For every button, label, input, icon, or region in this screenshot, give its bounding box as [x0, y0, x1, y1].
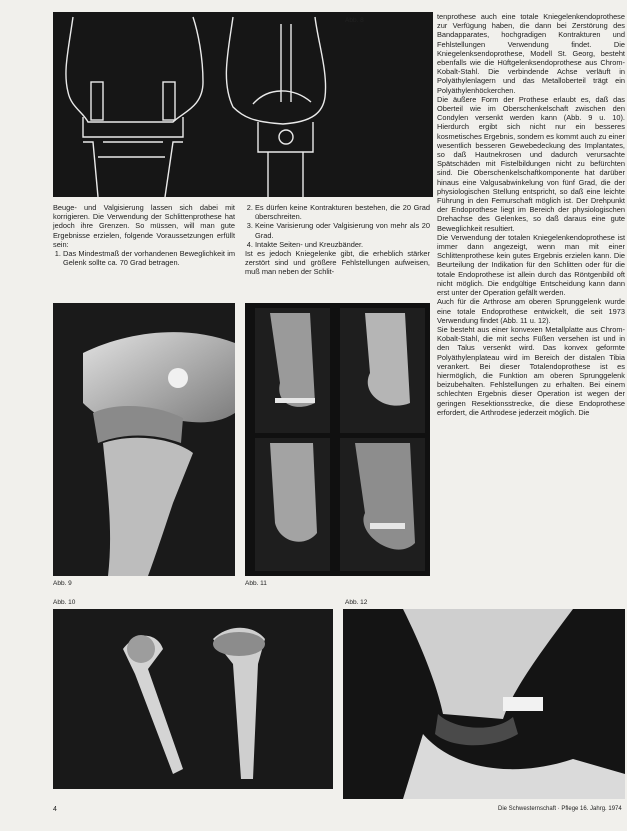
right-paragraph-1: tenprothese auch eine totale Kniegelenkendoprothese zur Verfügung haben, die dann bei Zerstörung des Bandapparates, hochgradigen Kontrakturen und Fehlstellungen Verwendung findet. Die Kniegelenksendoprothese, Modell St. Georg, besteht ebenfalls wie die Hüftgelenksendoprothese aus Chrom-Kobalt-Stahl. Die verbindende Achse verläuft in Polyäthylenlagern und das Metalloberteil trägt ein Polyäthylenhöckerchen.	[437, 12, 625, 95]
right-paragraph-5: Sie besteht aus einer konvexen Metallplatte aus Chrom-Kobalt-Stahl, die mit sechs Füßen versehen ist und in den Talus versenkt wird. Das konvex geformte Polyäthylenplateau wird im Bereich der distalen Tibia verankert. Bei dieser Totalendoprothese ist es hiermöglich, die Funktion am oberen Sprunggelenk beizubehalten. Fehlstellungen zu erhalten. Bei einem schlechten Ergebnis dieser Operation ist wegen der geringen Resektionsstrecke, die diese Endoprothese erfordert, die Arthrodese jederzeit möglich. Die	[437, 324, 625, 417]
right-paragraph-3: Die Verwendung der totalen Kniegelenkendoprothese ist immer dann angezeigt, wenn man mit einer Schlittenprothese kein gutes Ergebnis erzielen kann. Die Beurteilung der Indikation für den Schlitten oder für die totale Endoprothese ist allein durch das Röntgenbild oft nicht möglich. Die endgültige Entscheidung kann dann erst unter der Operation gefällt werden.	[437, 232, 625, 298]
figure-11-xray	[245, 303, 430, 576]
right-text-column	[437, 12, 625, 417]
left-item-1: 1. Das Mindestmaß der vorhandenen Beweglichkeit im Gelenk sollte ca. 70 Grad betragen.	[63, 249, 235, 267]
middle-item-4: 4. Intakte Seiten- und Kreuzbänder.	[255, 240, 430, 249]
middle-paragraph: Ist es jedoch Kniegelenke gibt, die erheblich stärker zerstört sind und größere Fehlstellungen aufweisen, muß man neben der Schlit-	[245, 249, 430, 277]
figure-10-photo	[53, 609, 333, 789]
page-number: 4	[53, 806, 57, 813]
middle-item-3: 3. Keine Varisierung oder Valgisierung von mehr als 20 Grad.	[255, 221, 430, 239]
caption-fig11: Abb. 11	[245, 580, 267, 587]
caption-fig10: Abb. 10	[53, 599, 76, 606]
middle-text-block	[245, 203, 430, 277]
figure-12-photo	[343, 609, 625, 799]
figure-8-drawing	[53, 12, 433, 197]
right-paragraph-2: Die äußere Form der Prothese erlaubt es, daß das Oberteil wie im Oberschenkelschaft zwischen den Condylen versenkt werden kann (Abb. 9 u. 10). Hierdurch ergibt sich nicht nur ein besseres kosmetisches Ergebnis, sondern es kommt auch zu einer wesentlich besseren Gewebedeckung des Implantates, so daß Hautnekrosen und dadurch verursachte Spätschäden mit Fistelbildungen nicht zu befürchten sind. Die Oberschenkelschaftkomponente hat darüber hinaus eine Valgusabwinkelung von fünf Grad, die der physiologischen Stellung entspricht, so daß eine leichte Führung in den Femurschaft möglich ist. Der Drehpunkt der Endoprothese liegt im Bereich der physiologischen Drehachse des Gelenkes, so daß daraus eine gute Beweglichkeit resultiert.	[437, 94, 625, 233]
caption-fig9: Abb. 9	[53, 580, 72, 587]
caption-fig12: Abb. 12	[345, 599, 368, 606]
left-text-block	[53, 203, 235, 267]
middle-item-2: 2. Es dürfen keine Kontrakturen bestehen, die 20 Grad überschreiten.	[255, 203, 430, 221]
right-paragraph-4: Auch für die Arthrose am oberen Sprunggelenk wurde eine totale Endoprothese entwickelt, die seit 1973 Verwendung findet (Abb. 11 u. 12).	[437, 297, 625, 325]
left-intro: Beuge- und Valgisierung lassen sich dabei mit korrigieren. Die Verwendung der Schlittenprothese hat jedoch ihre Grenzen. So müssen, will man gute Ergebnisse erzielen, folgende Voraussetzungen erfüllt sein:	[53, 203, 235, 249]
figure-9-photo	[53, 303, 235, 576]
caption-fig8: Abb. 8	[345, 17, 364, 24]
journal-footer: Die Schwesternschaft · Pflege 16. Jahrg. 1974	[498, 806, 622, 812]
